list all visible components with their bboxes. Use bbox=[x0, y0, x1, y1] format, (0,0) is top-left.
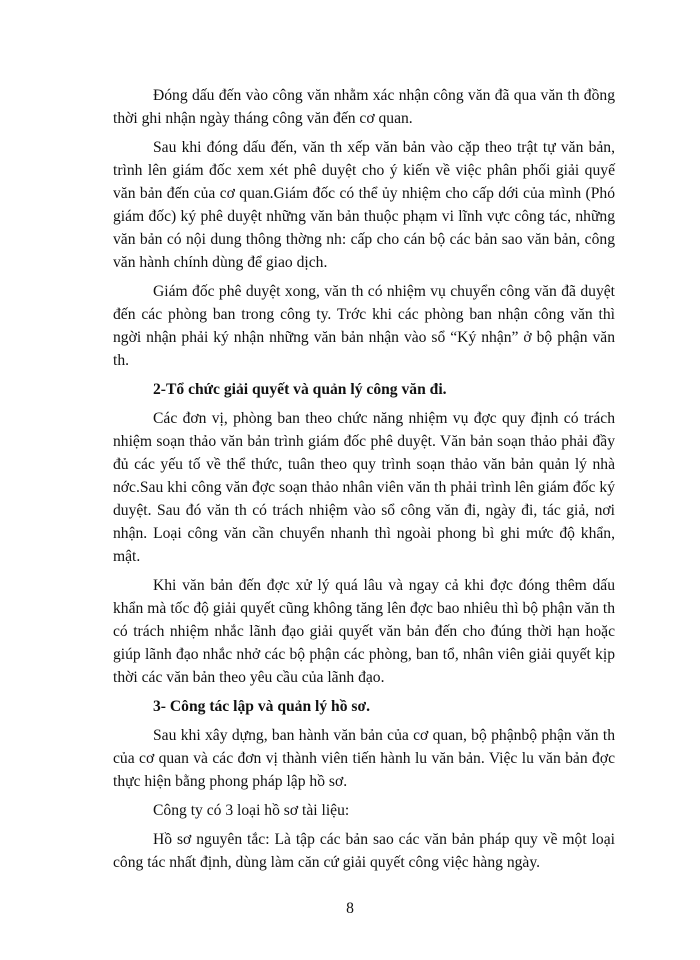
paragraph-distribution: Giám đốc phê duyệt xong, văn th có nhiệm vụ chuyển công văn đã duyệt đến các phòng ban trong công ty. Trớc khi các phòng ban nhận công văn thì ngời nhận phải ký nhận những văn bản nhận vào sổ “Ký nhận” ở bộ phận văn th. bbox=[113, 283, 615, 369]
page-number: 8 bbox=[346, 900, 354, 917]
paragraph-drafting: Các đơn vị, phòng ban theo chức năng nhiệm vụ đợc quy định có trách nhiệm soạn thảo văn bản trình giám đốc phê duyệt. Văn bản soạn thảo phải đầy đủ các yếu tố về thể thức, tuân theo quy trình soạn thảo văn bản quản lý nhà nớc.Sau khi công văn đợc soạn thảo nhân viên văn th phải trình lên giám đốc ký duyệt. Sau đó văn th có trách nhiệm vào sổ công văn đi, ngày đi, tác giả, nơi nhận. Loại công văn cần chuyển nhanh thì ngoài phong bì ghi mức độ khẩn, mật. bbox=[113, 410, 615, 565]
paragraph-reminders: Khi văn bản đến đợc xử lý quá lâu và ngay cả khi đợc đóng thêm dấu khẩn mà tốc độ giải quyết cũng không tăng lên đợc bao nhiêu thì bộ phận văn th có trách nhiệm nhắc lãnh đạo giải quyết văn bản đến cho đúng thời hạn hoặc giúp lãnh đạo nhắc nhở các bộ phận các phòng, ban tổ, nhân viên giải quyết kịp thời các văn bản theo yêu cầu của lãnh đạo. bbox=[113, 577, 615, 686]
paragraph-archiving: Sau khi xây dựng, ban hành văn bản của cơ quan, bộ phậnbộ phận văn th của cơ quan và các đơn vị thành viên tiến hành lu văn bản. Việc lu văn bản đợc thực hiện bằng phong pháp lập hồ sơ. bbox=[113, 727, 615, 790]
paragraph-record-types: Công ty có 3 loại hồ sơ tài liệu: bbox=[153, 802, 350, 819]
section-heading-outgoing: 2-Tổ chức giải quyết và quản lý công văn đi. bbox=[153, 381, 447, 398]
paragraph-incoming-stamp: Đóng dấu đến vào công văn nhằm xác nhận công văn đã qua văn th đồng thời ghi nhận ngày tháng công văn đến cơ quan. bbox=[113, 87, 615, 127]
paragraph-sorting-approval: Sau khi đóng dấu đến, văn th xếp văn bản vào cặp theo trật tự văn bản, trình lên giám đốc xem xét phê duyệt cho ý kiến về việc phân phối giải quyế văn bản đến của cơ quan.Giám đốc có thể ủy nhiệm cho cấp dới của mình (Phó giám đốc) ký phê duyệt những văn bản thuộc phạm vi lĩnh vực công tác, những văn bản có nội dung thông thờng nh: cấp cho cán bộ các bản sao văn bản, công văn hành chính dùng để giao dịch. bbox=[113, 139, 615, 271]
section-heading-records: 3- Công tác lập và quản lý hồ sơ. bbox=[153, 698, 371, 715]
paragraph-principle-records: Hồ sơ nguyên tắc: Là tập các bản sao các văn bản pháp quy về một loại công tác nhất định, dùng làm căn cứ giải quyết công việc hàng ngày. bbox=[113, 831, 615, 871]
document-body bbox=[113, 84, 615, 880]
